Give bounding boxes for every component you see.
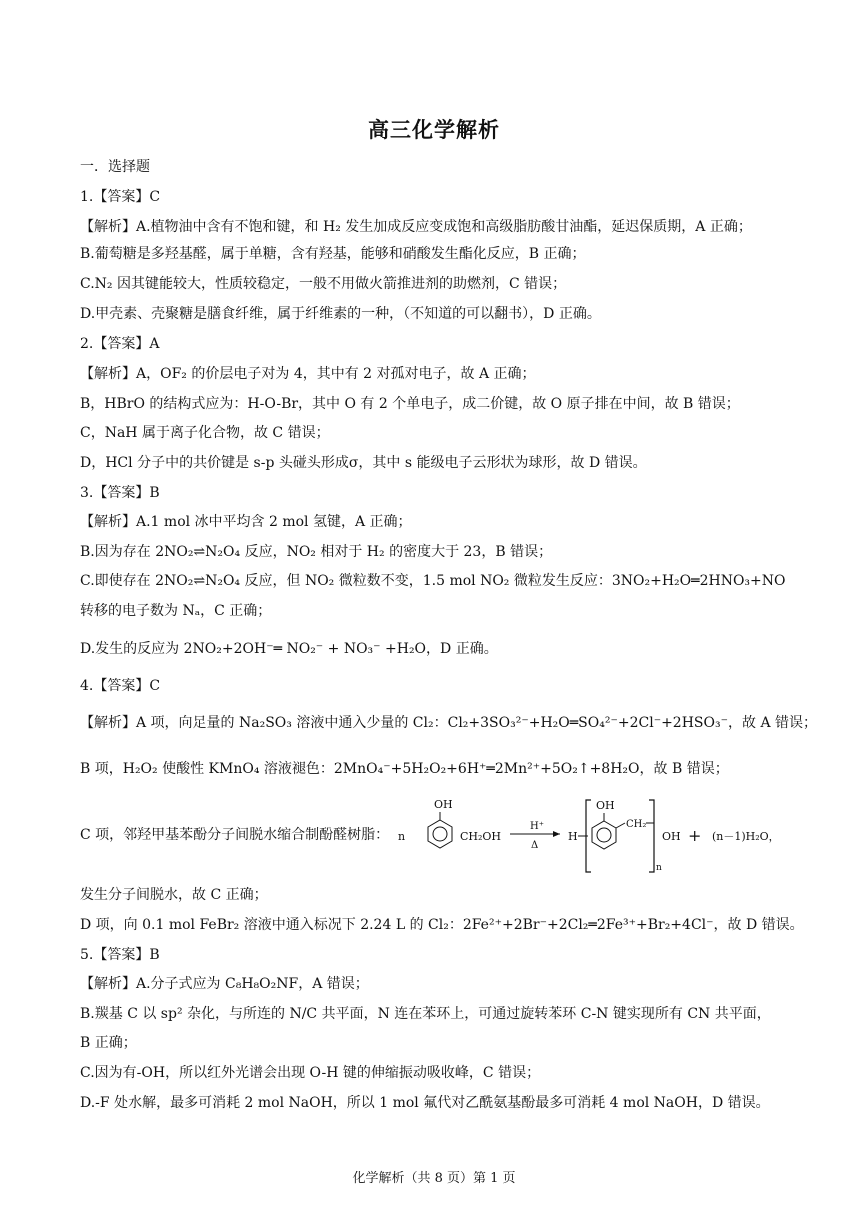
text-line: 【解析】A，OF₂ 的价层电子对为 4，其中有 2 对孤对电子，故 A 正确； [80, 366, 536, 382]
text-line: D 项，向 0.1 mol FeBr₂ 溶液中通入标况下 2.24 L 的 Cl₂：2Fe²⁺+2Br⁻+2Cl₂═2Fe³⁺+Br₂+4Cl⁻，故 D 错误。 [80, 917, 804, 933]
text-line: C.因为有-OH，所以红外光谱会出现 O-H 键的伸缩振动吸收峰，C 错误； [80, 1065, 541, 1081]
text-line: 转移的电子数为 Nₐ，C 正确； [80, 603, 272, 619]
text-line: 【解析】A.1 mol 冰中平均含 2 mol 氢键，A 正确； [80, 514, 412, 530]
section-heading: 一．选择题 [80, 159, 150, 175]
aromatic-circle [433, 827, 447, 841]
text-line: B.羰基 C 以 sp² 杂化，与所连的 N/C 共平面，N 连在苯环上，可通过旋转苯环 C-N 键实现所有 CN 共平面， [80, 1006, 771, 1022]
methylene-label: CH₂ [626, 819, 647, 830]
text-line: 【解析】A.分子式应为 C₈H₈O₂NF，A 错误； [80, 976, 369, 992]
page-footer: 化学解析（共 8 页）第 1 页 [352, 1171, 516, 1186]
text-line: 3.【答案】B [80, 485, 160, 501]
text-line: 4.【答案】C [80, 678, 161, 694]
text-line: D.发生的反应为 2NO₂+2OH⁻═ NO₂⁻ + NO₃⁻ +H₂O，D 正确。 [80, 641, 498, 657]
ring-hydroxyl: OH [596, 799, 615, 812]
reaction-scheme-svg [392, 796, 812, 876]
right-bracket [649, 800, 654, 872]
repeat-subscript: n [656, 863, 662, 873]
heat-label: Δ [531, 840, 539, 851]
text-line: 【解析】A.植物油中含有不饱和键，和 H₂ 发生加成反应变成饱和高级脂肪酸甘油酯，延迟保质期，A 正确； [80, 219, 752, 235]
water-product: (n－1)H₂O， [712, 830, 780, 843]
text-line: B 正确； [80, 1035, 137, 1051]
text-line: B.因为存在 2NO₂⇌N₂O₄ 反应，NO₂ 相对于 H₂ 的密度大于 23，B 错误； [80, 544, 553, 560]
hydroxyl-label: OH [434, 798, 453, 811]
catalyst-label: H⁺ [530, 821, 544, 832]
text-line: C.N₂ 因其键能较大，性质较稳定，一般不用做火箭推进剂的助燃剂，C 错误； [80, 276, 567, 292]
hydroxymethyl-label: CH₂OH [460, 830, 502, 843]
text-line: C.即使存在 2NO₂⇌N₂O₄ 反应，但 NO₂ 微粒数不变，1.5 mol NO₂ 微粒发生反应：3NO₂+H₂O═2HNO₃+NO [80, 573, 786, 589]
coefficient-n: n [398, 830, 406, 843]
text-line: B，HBrO 的结构式应为：H-O-Br，其中 O 有 2 个单电子，成二价键，故 O 原子排在中间，故 B 错误； [80, 396, 740, 412]
end-hydroxyl: OH [662, 830, 681, 843]
text-line: D.甲壳素、壳聚糖是膳食纤维，属于纤维素的一种，（不知道的可以翻书），D 正确。 [80, 306, 601, 322]
arrow-head-icon [553, 831, 560, 837]
bond-line [616, 823, 625, 828]
text-line: D.-F 处水解，最多可消耗 2 mol NaOH，所以 1 mol 氟代对乙酰氨基酚最多可消耗 4 mol NaOH，D 错误。 [80, 1095, 770, 1111]
text-line: 2.【答案】A [80, 336, 160, 352]
text-line: C 项，邻羟甲基苯酚分子间脱水缩合制酚醛树脂： [80, 827, 390, 843]
text-line: 发生分子间脱水，故 C 正确； [80, 887, 268, 903]
plus-sign: + [688, 826, 702, 845]
benzene-ring [428, 820, 452, 848]
page-title: 高三化学解析 [368, 118, 500, 142]
text-line: B.葡萄糖是多羟基醛，属于单糖，含有羟基，能够和硝酸发生酯化反应，B 正确； [80, 246, 586, 262]
text-line: 5.【答案】B [80, 947, 160, 963]
text-line: 1.【答案】C [80, 189, 161, 205]
text-line: 【解析】A 项，向足量的 Na₂SO₃ 溶液中通入少量的 Cl₂：Cl₂+3SO₃²⁻+H₂O═SO₄²⁻+2Cl⁻+2HSO₃⁻，故 A 错误； [80, 715, 818, 731]
text-line: D，HCl 分子中的共价键是 s-p 头碰头形成σ，其中 s 能级电子云形状为球形，故 D 错误。 [80, 455, 647, 471]
text-line: B 项，H₂O₂ 使酸性 KMnO₄ 溶液褪色：2MnO₄⁻+5H₂O₂+6H⁺═2Mn²⁺+5O₂↑+8H₂O，故 B 错误； [80, 761, 729, 777]
end-hydrogen: H [568, 830, 578, 843]
phenol-resin-scheme [392, 796, 812, 876]
aromatic-circle [597, 828, 611, 842]
benzene-ring [592, 821, 616, 849]
text-line: C，NaH 属于离子化合物，故 C 错误； [80, 425, 330, 441]
